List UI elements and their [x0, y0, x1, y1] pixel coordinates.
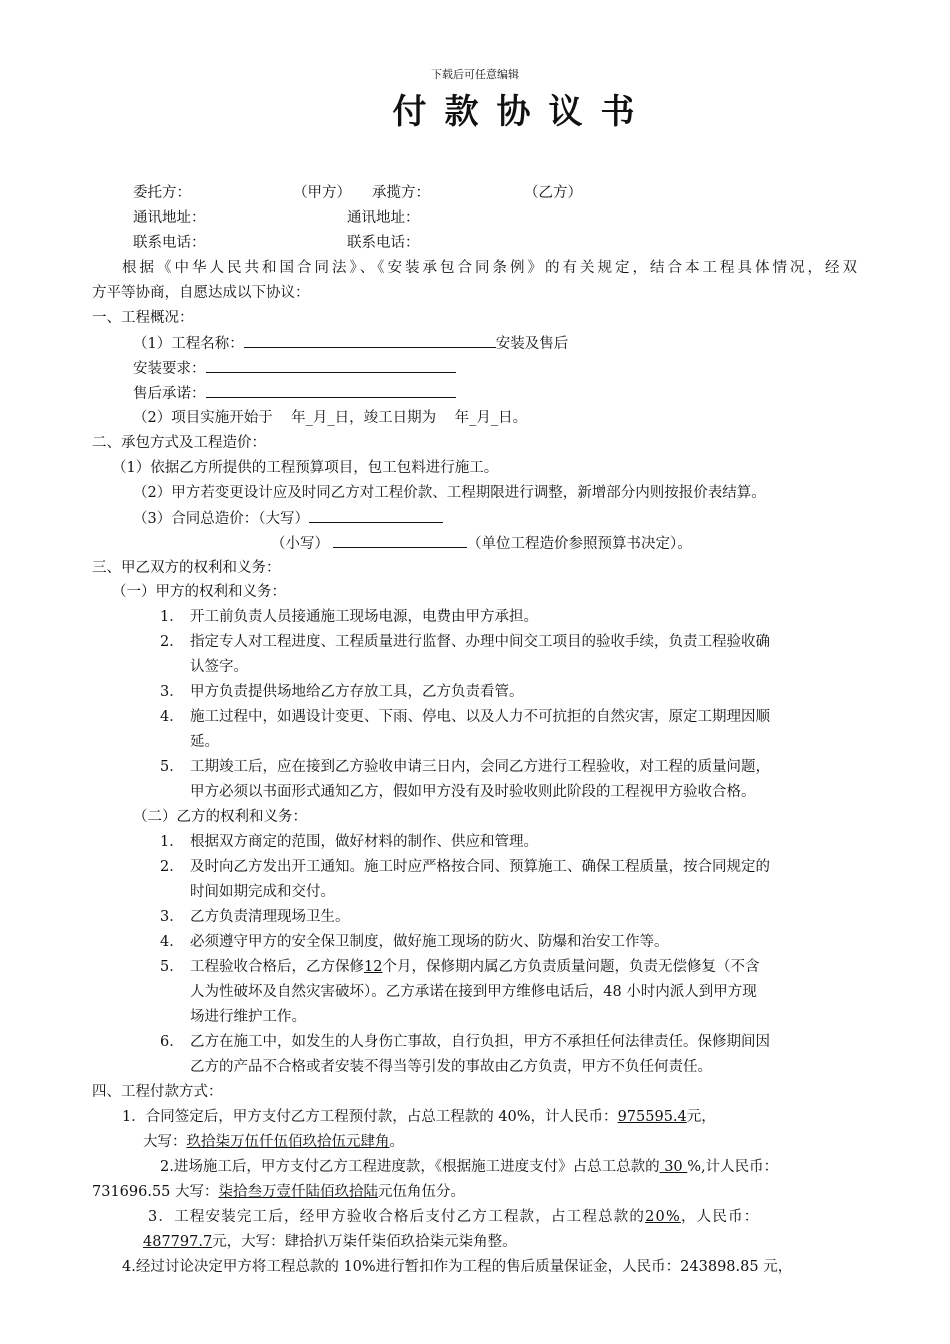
payment-3-cont: 487797.7元，大写：肆拾扒万柒仟柒佰玖拾柒元柒角整。	[143, 1234, 517, 1250]
payment-3-amount: 487797.7	[143, 1234, 213, 1250]
party-b-item-cont: 人为性破坏及自然灾害破坏）。乙方承诺在接到甲方维修电话后，48 小时内派人到甲方现	[190, 984, 757, 1000]
party-b-item: 1． 根据双方商定的范围，做好材料的制作、供应和管理。	[160, 834, 538, 850]
contract-total-note: （单位工程造价参照预算书决定）。	[467, 536, 692, 552]
contractor-tag: （乙方）	[524, 185, 582, 201]
project-name-row	[133, 333, 568, 354]
contractor-label: 承揽方：	[372, 185, 430, 201]
payment-2-upper-amount: 柒拾叁万壹仟陆佰玖拾陆	[218, 1184, 379, 1200]
contractor-address-label: 通讯地址：	[347, 210, 420, 226]
contract-total-lower-label: （小写）	[271, 536, 329, 552]
section-4-heading: 四、工程付款方式：	[92, 1084, 223, 1100]
party-b-item-cont: 乙方的产品不合格或者安装不得当等引发的事故由乙方负责，甲方不负任何责任。	[190, 1059, 712, 1075]
client-tag: （甲方）	[293, 185, 351, 201]
client-address-label: 通讯地址：	[133, 210, 206, 226]
party-b-item: 2． 及时向乙方发出开工通知。施工时应严格按合同、预算施工、确保工程质量，按合同规定的	[160, 859, 770, 875]
intro-line-1: 根据《中华人民共和国合同法》、《安装承包合同条例》的有关规定，结合本工程具体情况，经双	[122, 260, 857, 276]
contract-total-upper-blank	[309, 508, 443, 523]
contract-total-upper-row	[133, 508, 443, 529]
party-a-item-cont: 延。	[190, 734, 219, 750]
party-a-item: 1． 开工前负责人员接通施工现场电源，电费由甲方承担。	[160, 609, 538, 625]
contractor-phone-label: 联系电话：	[347, 235, 420, 251]
install-req-label: 安装要求：	[133, 361, 206, 377]
install-req-row	[133, 358, 456, 379]
party-a-item-cont: 甲方必须以书面形式通知乙方，假如甲方没有及时验收则此阶段的工程视甲方验收合格。	[190, 784, 756, 800]
party-a-heading: （一）甲方的权利和义务：	[112, 584, 286, 600]
project-name-suffix: 安装及售后	[495, 336, 569, 352]
project-name-blank	[244, 333, 496, 348]
after-sales-row	[133, 383, 456, 404]
party-a-item: 5． 工期竣工后，应在接到乙方验收申请三日内，会同乙方进行工程验收，对工程的质量问题，	[160, 759, 770, 775]
header-note: 下载后可任意编辑	[431, 68, 519, 81]
after-sales-label: 售后承诺：	[133, 386, 206, 402]
client-phone-label: 联系电话：	[133, 235, 206, 251]
contract-total-upper-label: （3）合同总造价：（大写）	[133, 511, 309, 527]
section-1-heading: 一、工程概况：	[92, 310, 194, 326]
contract-total-lower-row	[271, 533, 692, 554]
party-b-item: 4． 必须遵守甲方的安全保卫制度，做好施工现场的防火、防爆和治安工作等。	[160, 934, 669, 950]
project-dates: （2）项目实施开始于 年_月_日，竣工日期为 年_月_日。	[133, 410, 528, 426]
payment-1-upper-amount: 玖拾柒万伍仟伍佰玖拾伍元肆角	[186, 1134, 390, 1150]
party-b-item: 5． 工程验收合格后，乙方保修12个月，保修期内属乙方负责质量问题，负责无偿修复（不含	[160, 959, 760, 975]
payment-2-amount: 731696.55	[92, 1184, 171, 1200]
payment-3-percent: 20%	[645, 1209, 681, 1225]
intro-line-2: 方平等协商，自愿达成以下协议：	[92, 285, 310, 301]
payment-1: 1．合同签定后，甲方支付乙方工程预付款，占总工程款的 40%，计人民币：975595.4元，	[122, 1109, 716, 1125]
section-2-item-2: （2）甲方若变更设计应及时同乙方对工程价款、工程期限进行调整，新增部分内则按报价表结算。	[133, 485, 766, 501]
payment-2-percent: 30	[659, 1159, 688, 1175]
after-sales-blank	[206, 383, 456, 398]
payment-2-cont: 731696.55 大写：柒拾叁万壹仟陆佰玖拾陆元伍角伍分。	[92, 1184, 466, 1200]
install-req-blank	[206, 358, 456, 373]
payment-1-amount: 975595.4	[617, 1109, 687, 1125]
warranty-months: 12	[364, 959, 383, 975]
party-a-item: 3． 甲方负责提供场地给乙方存放工具，乙方负责看管。	[160, 684, 524, 700]
section-2-heading: 二、承包方式及工程造价：	[92, 435, 266, 451]
party-b-item: 3． 乙方负责清理现场卫生。	[160, 909, 350, 925]
payment-1-upper: 大写：玖拾柒万伍仟伍佰玖拾伍元肆角。	[143, 1134, 404, 1150]
contract-total-lower-blank	[333, 533, 467, 548]
party-a-item: 2． 指定专人对工程进度、工程质量进行监督、办理中间交工项目的验收手续，负责工程验收确	[160, 634, 770, 650]
section-3-heading: 三、甲乙双方的权利和义务：	[92, 560, 281, 576]
party-b-item-cont: 时间如期完成和交付。	[190, 884, 335, 900]
party-a-item-cont: 认签字。	[190, 659, 248, 675]
client-label: 委托方：	[133, 185, 191, 201]
party-b-heading: （二）乙方的权利和义务：	[133, 809, 307, 825]
page-title: 付款协议书	[392, 92, 653, 132]
party-b-item: 6． 乙方在施工中，如发生的人身伤亡事故，自行负担，甲方不承担任何法律责任。保修期间因	[160, 1034, 770, 1050]
project-name-label: （1）工程名称：	[133, 336, 244, 352]
section-2-item-1: （1）依据乙方所提供的工程预算项目，包工包料进行施工。	[112, 460, 499, 476]
payment-3: 3．工程安装完工后，经甲方验收合格后支付乙方工程款，占工程总款的20%，人民币：	[148, 1209, 760, 1225]
party-b-item-cont: 场进行维护工作。	[190, 1009, 306, 1025]
party-a-item: 4． 施工过程中，如遇设计变更、下雨、停电、以及人力不可抗拒的自然灾害，原定工期理因顺	[160, 709, 770, 725]
payment-2: 2.进场施工后，甲方支付乙方工程进度款，《根据施工进度支付》占总工总款的 30 %,计人民币：	[160, 1159, 779, 1175]
payment-4: 4.经过讨论决定甲方将工程总款的 10%进行暂扣作为工程的售后质量保证金，人民币：243898.85 元，	[122, 1259, 793, 1275]
